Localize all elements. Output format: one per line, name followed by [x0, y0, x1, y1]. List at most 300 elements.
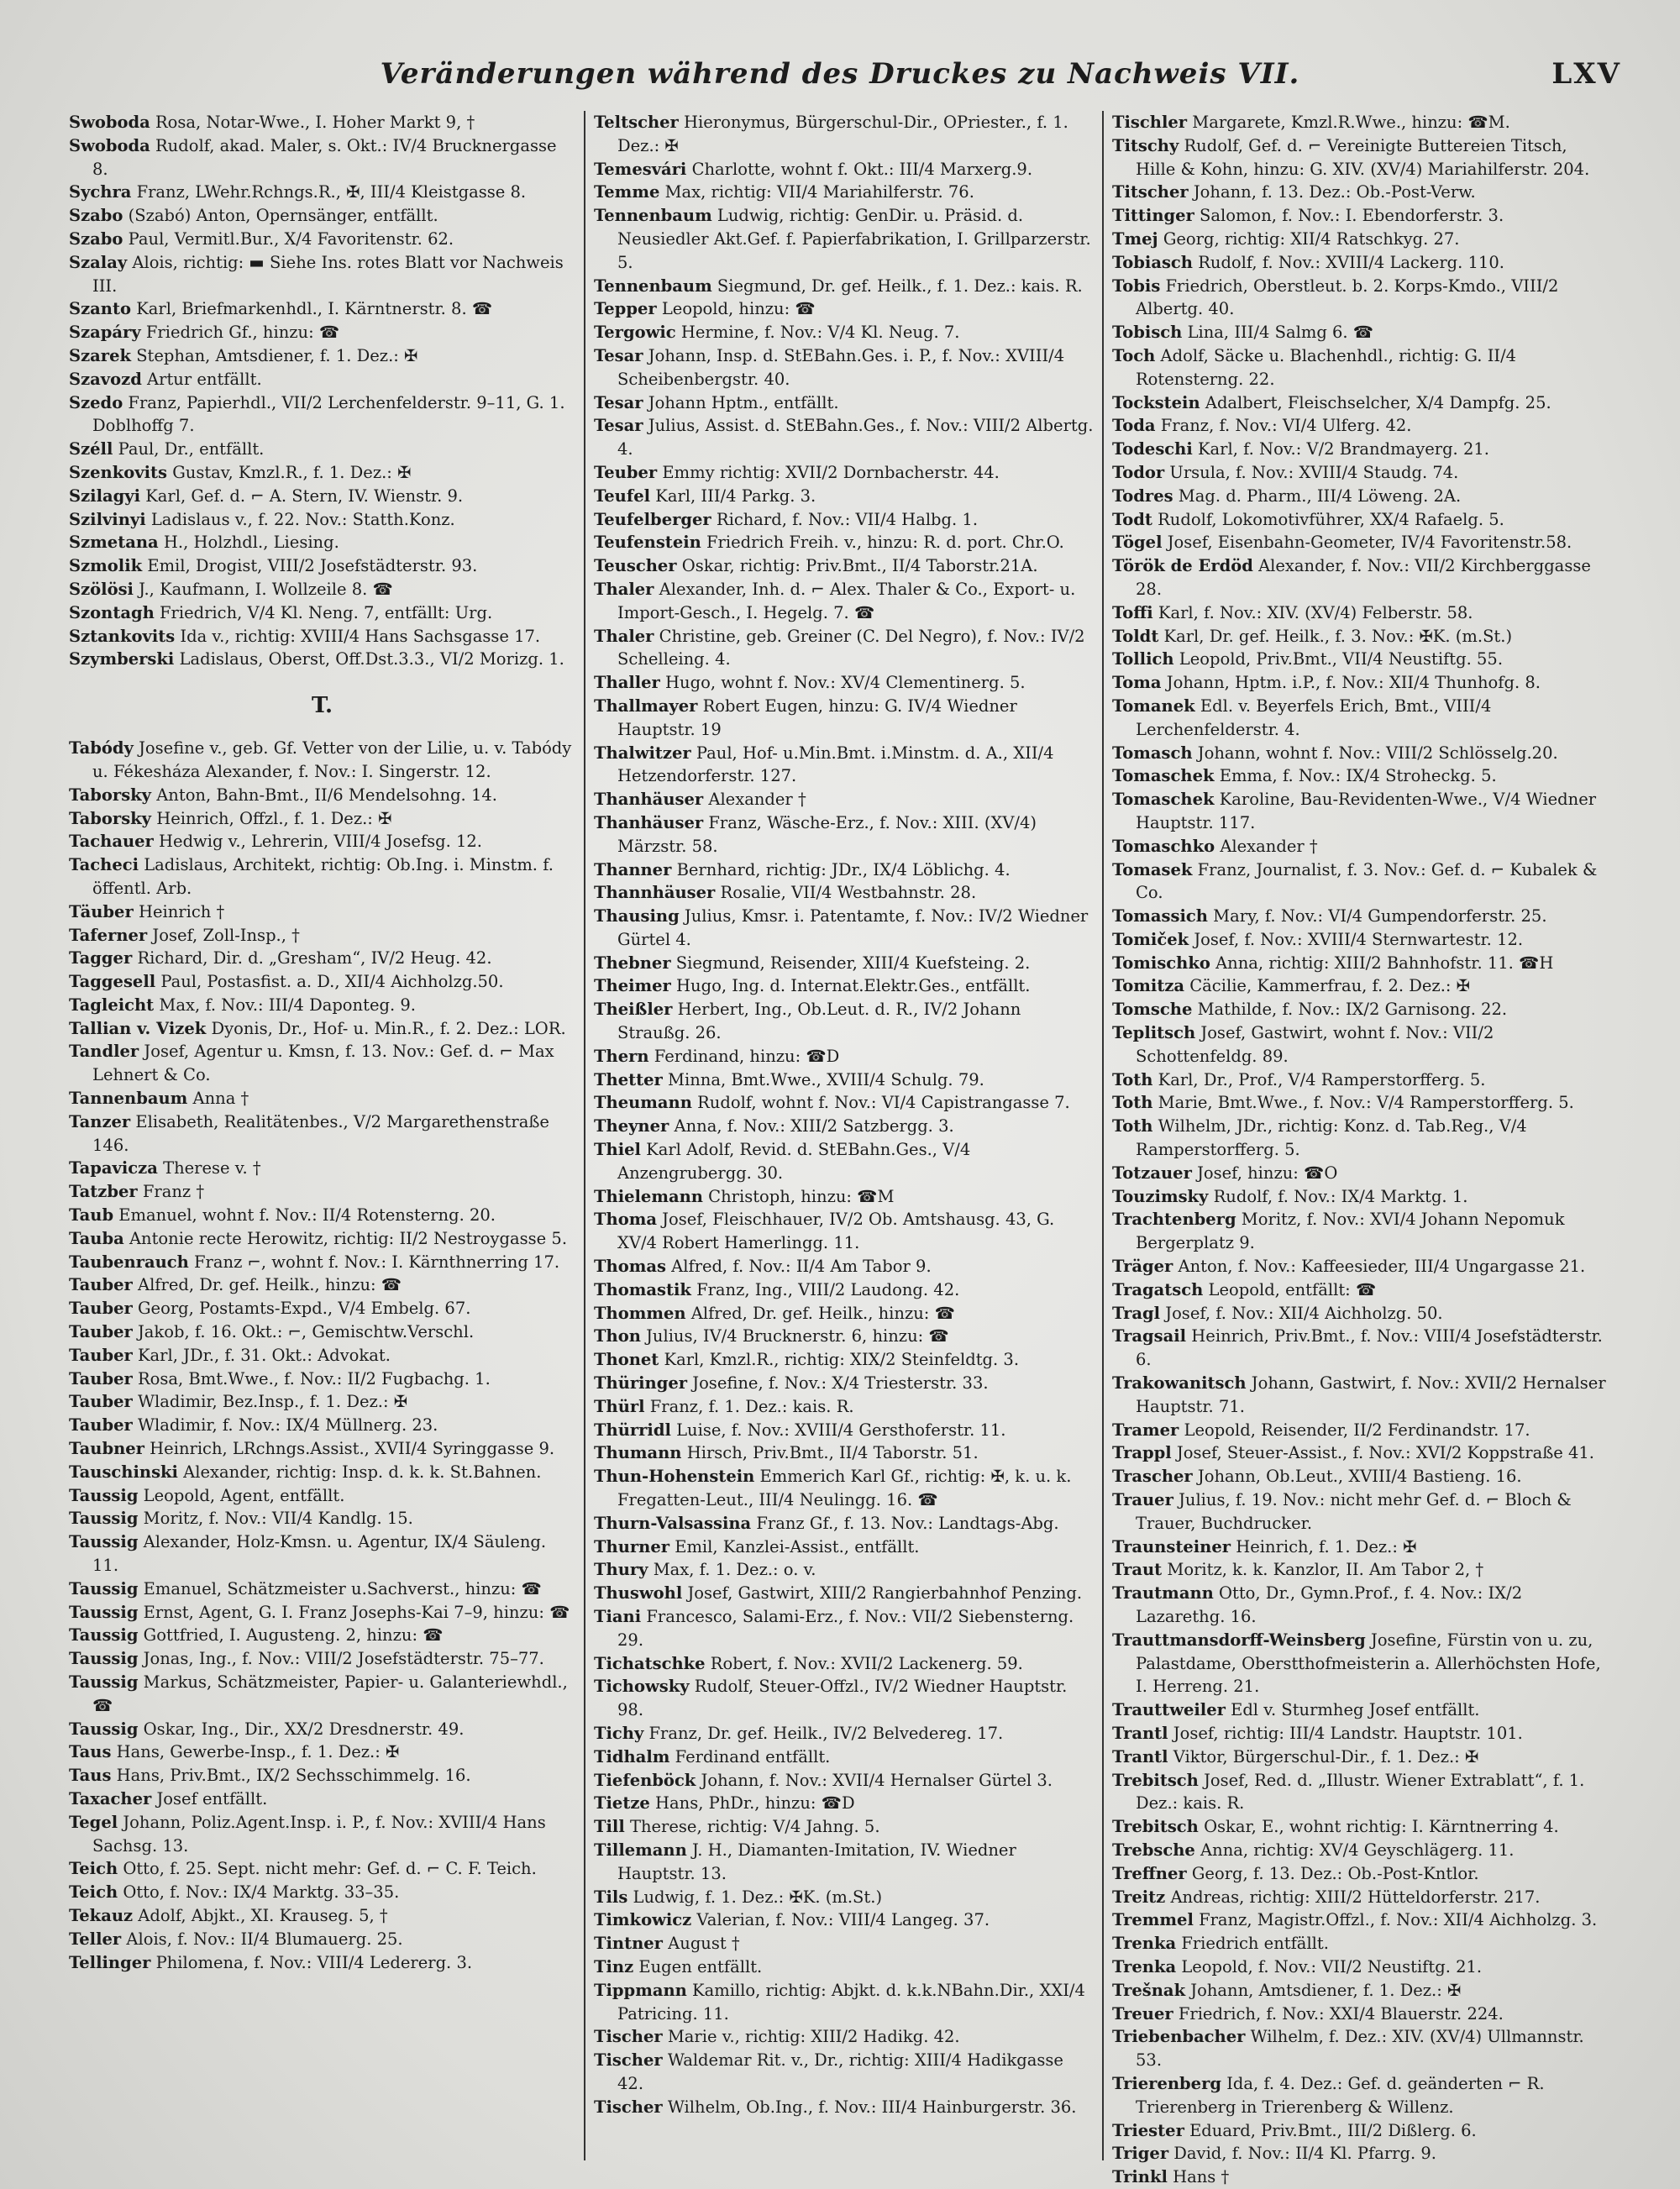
entry-details: Wladimir, f. Nov.: IX/4 Müllnerg. 23.: [137, 1415, 438, 1436]
directory-entry: [1112, 1372, 1612, 1419]
entry-details: Karl, f. Nov.: XIV. (XV/4) Felberstr. 58.: [1158, 602, 1473, 622]
entry-details: Ernst, Agent, G. I. Franz Josephs-Kai 7–9, hinzu: ☎: [143, 1602, 570, 1622]
entry-surname: Thielemann: [594, 1186, 703, 1206]
directory-entry: [69, 204, 575, 228]
entry-details: Leopold, entfällt: ☎: [1208, 1279, 1377, 1299]
entry-surname: Tauber: [69, 1368, 133, 1388]
directory-entry: [594, 1955, 1094, 1979]
directory-entry: [69, 1414, 575, 1437]
entry-details: J., Kaufmann, I. Wollzeile 8. ☎: [139, 579, 393, 599]
entry-details: Franz, Papierhdl., VII/2 Lerchenfelderstr. 9–11, G. 1. Doblhoffg 7.: [92, 392, 565, 436]
entry-surname: Temme: [594, 182, 660, 202]
entry-surname: Tillemann: [594, 1840, 687, 1860]
directory-entry: [69, 368, 575, 391]
entry-details: Charlotte, wohnt f. Okt.: III/4 Marxerg.9.: [691, 159, 1033, 179]
entry-details: Johann, Poliz.Agent.Insp. i. P., f. Nov.: XVIII/4 Hans Sachsg. 13.: [92, 1812, 546, 1856]
directory-entry: [594, 111, 1094, 158]
entry-details: Ida v., richtig: XVIII/4 Hans Sachsgasse 17.: [180, 626, 541, 646]
entry-details: Josef, richtig: III/4 Landstr. Hauptstr. 101.: [1173, 1723, 1523, 1743]
entry-surname: Taussig: [69, 1649, 139, 1669]
entry-surname: Tögel: [1112, 533, 1163, 553]
directory-entry: [1112, 1698, 1612, 1722]
entry-details: Hans, Priv.Bmt., IX/2 Sechsschimmelg. 16.: [116, 1766, 471, 1786]
entry-details: Anton, Bahn-Bmt., II/6 Mendelsohng. 14.: [156, 785, 497, 805]
entry-details: Johann, Amtsdiener, f. 1. Dez.: ✠: [1190, 1980, 1462, 2000]
directory-entry: [69, 1017, 575, 1041]
entry-details: Emmy richtig: XVII/2 Dornbacherstr. 44.: [662, 462, 1000, 482]
directory-entry: [1112, 508, 1612, 532]
entry-surname: Szabo: [69, 228, 123, 249]
entry-surname: Tockstein: [1112, 392, 1200, 412]
directory-entry: [69, 1530, 575, 1577]
directory-entry: [594, 1605, 1094, 1652]
page-title: Veränderungen während des Druckes zu Nachweis VII.: [380, 57, 1300, 91]
entry-surname: Thanhäuser: [594, 790, 704, 810]
directory-entry: [1112, 2142, 1612, 2165]
directory-entry: [594, 204, 1094, 274]
entry-details: Karl, III/4 Parkg. 3.: [655, 486, 816, 506]
directory-entry: [1112, 1419, 1612, 1442]
entry-surname: Tepper: [594, 299, 657, 319]
directory-entry: [594, 1908, 1094, 1932]
entry-details: Siegmund, Reisender, XIII/4 Kuefsteing. 2.: [675, 953, 1031, 973]
entry-surname: Täuber: [69, 901, 134, 921]
entry-details: August †: [668, 1934, 740, 1954]
entry-details: Oskar, Ing., Dir., XX/2 Dresdnerstr. 49.: [143, 1719, 465, 1739]
directory-entry: [1112, 275, 1612, 322]
entry-surname: Trebsche: [1112, 1840, 1195, 1860]
entry-surname: Teufelberger: [594, 509, 711, 529]
entry-surname: Tiefenböck: [594, 1770, 696, 1790]
entry-surname: Taussig: [69, 1625, 139, 1646]
directory-entry: [594, 858, 1094, 882]
entry-surname: Toth: [1112, 1093, 1153, 1113]
entry-details: Wilhelm, f. Dez.: XIV. (XV/4) Ullmannstr. 53.: [1136, 2027, 1584, 2071]
entry-details: Johann, Hptm. i.P., f. Nov.: XII/4 Thunhofg. 8.: [1166, 673, 1541, 693]
entry-details: Hirsch, Priv.Bmt., II/4 Taborstr. 51.: [686, 1443, 979, 1463]
directory-entry: [594, 1675, 1094, 1722]
directory-entry: [69, 111, 575, 134]
directory-entry: [69, 1787, 575, 1811]
directory-entry: [69, 1437, 575, 1461]
entry-surname: Taborsky: [69, 808, 152, 828]
column-middle: [584, 111, 1102, 2160]
entry-details: Georg, richtig: XII/4 Ratschkyg. 27.: [1163, 228, 1460, 249]
entry-details: Ludwig, f. 1. Dez.: ✠K. (m.St.): [633, 1887, 883, 1907]
entry-surname: Taubner: [69, 1439, 144, 1459]
directory-entry: [1112, 1839, 1612, 1862]
entry-details: Rudolf, Gef. d. ⌐ Vereinigte Buttereien Titsch, Hille & Kohn, hinzu: G. XIV. (XV/4) Mariahilferstr. 204.: [1136, 135, 1590, 179]
entry-details: Therese v. †: [163, 1158, 261, 1178]
entry-surname: Tremmel: [1112, 1910, 1194, 1930]
entry-details: Moritz, f. Nov.: XVI/4 Johann Nepomuk Bergerplatz 9.: [1136, 1210, 1565, 1253]
entry-surname: Tesar: [594, 345, 643, 365]
entry-surname: Tacheci: [69, 855, 139, 875]
entry-surname: Thaler: [594, 579, 654, 599]
directory-entry: [69, 344, 575, 368]
entry-surname: Tobiasch: [1112, 252, 1193, 272]
directory-entry: [69, 1204, 575, 1227]
entry-surname: Thannhäuser: [594, 883, 716, 903]
entry-surname: Thalwitzer: [594, 743, 691, 763]
entry-surname: Tallian v. Vizek: [69, 1018, 207, 1038]
directory-entry: [594, 1932, 1094, 1955]
directory-entry: [594, 905, 1094, 952]
entry-details: (Szabó) Anton, Opernsänger, entfällt.: [128, 206, 438, 226]
entry-details: Emanuel, wohnt f. Nov.: II/4 Rotensterng. 20.: [118, 1205, 496, 1226]
entry-surname: Szontagh: [69, 602, 155, 622]
entry-details: Ferdinand entfällt.: [675, 1746, 831, 1766]
entry-surname: Taubenrauch: [69, 1252, 189, 1272]
directory-entry: [594, 1512, 1094, 1535]
directory-entry: [594, 485, 1094, 508]
directory-entry: [69, 531, 575, 554]
directory-entry: [69, 1087, 575, 1110]
entry-details: Johann, f. 13. Dez.: Ob.-Post-Verw.: [1193, 182, 1476, 202]
entry-details: Franz Gf., f. 13. Nov.: Landtags-Abg.: [756, 1513, 1059, 1533]
entry-surname: Tauber: [69, 1392, 133, 1412]
entry-surname: Tragatsch: [1112, 1279, 1204, 1299]
entry-surname: Thaler: [594, 626, 654, 646]
entry-surname: Taussig: [69, 1509, 139, 1529]
directory-entry: [594, 1068, 1094, 1092]
entry-surname: Tandler: [69, 1042, 139, 1062]
directory-entry: [69, 297, 575, 321]
entry-surname: Taborsky: [69, 785, 152, 805]
directory-entry: [1112, 1115, 1612, 1162]
directory-entry: [594, 742, 1094, 789]
entry-details: Johann, f. Nov.: XVII/4 Hernalser Gürtel 3.: [701, 1770, 1053, 1790]
entry-details: Max, f. Nov.: III/4 Daponteg. 9.: [159, 995, 416, 1015]
entry-details: Heinrich, LRchngs.Assist., XVII/4 Syringgasse 9.: [150, 1439, 555, 1459]
entry-surname: Tagger: [69, 948, 133, 969]
directory-entry: [594, 1185, 1094, 1209]
directory-entry: [594, 344, 1094, 391]
directory-entry: [69, 391, 575, 438]
directory-entry: [69, 485, 575, 508]
directory-entry: [69, 251, 575, 298]
directory-entry: [1112, 414, 1612, 438]
directory-entry: [594, 414, 1094, 461]
entry-surname: Tollich: [1112, 649, 1174, 669]
directory-entry: [594, 695, 1094, 742]
entry-surname: Treitz: [1112, 1887, 1166, 1907]
directory-entry: [1112, 1582, 1612, 1629]
entry-details: Heinrich †: [138, 901, 225, 921]
entry-details: Karl, f. Nov.: V/2 Brandmayerg. 21.: [1197, 439, 1489, 459]
directory-entry: [1112, 1979, 1612, 2003]
entry-surname: Tidhalm: [594, 1746, 670, 1766]
entry-details: Josef, Gastwirt, XIII/2 Rangierbahnhof Penzing.: [687, 1583, 1083, 1604]
entry-surname: Touzimsky: [1112, 1186, 1209, 1206]
directory-entry: [69, 578, 575, 601]
entry-details: David, f. Nov.: II/4 Kl. Pfarrg. 9.: [1173, 2144, 1436, 2164]
entry-surname: Totzauer: [1112, 1163, 1192, 1183]
entry-details: Georg, Postamts-Expd., V/4 Embelg. 67.: [137, 1299, 471, 1319]
directory-entry: [1112, 1021, 1612, 1068]
entry-surname: Teufel: [594, 486, 651, 506]
directory-entry: [594, 508, 1094, 532]
directory-entry: [594, 2049, 1094, 2096]
entry-details: Emma, f. Nov.: IX/4 Stroheckg. 5.: [1219, 766, 1497, 786]
entry-surname: Tauber: [69, 1322, 133, 1342]
directory-entry: [1112, 134, 1612, 181]
entry-details: Karl, Gef. d. ⌐ A. Stern, IV. Wienstr. 9.: [145, 486, 464, 506]
entry-details: Adolf, Abjkt., XI. Krauseg. 5, †: [138, 1905, 388, 1925]
directory-entry: [69, 1904, 575, 1928]
directory-entry: [594, 811, 1094, 858]
entry-surname: Tintner: [594, 1934, 663, 1954]
directory-entry: [1112, 391, 1612, 415]
entry-details: Adalbert, Fleischselcher, X/4 Dampfg. 25.: [1205, 392, 1551, 412]
directory-entry: [1112, 1886, 1612, 1909]
entry-details: Hans, PhDr., hinzu: ☎D: [655, 1793, 855, 1814]
entry-surname: Tomitza: [1112, 976, 1185, 996]
entry-surname: Tennenbaum: [594, 206, 712, 226]
directory-entry: [1112, 1441, 1612, 1465]
entry-details: Hans †: [1173, 2167, 1230, 2187]
entry-surname: Toma: [1112, 673, 1162, 693]
entry-surname: Todt: [1112, 509, 1152, 529]
entry-details: Alexander †: [708, 790, 806, 810]
entry-details: Edl. v. Beyerfels Erich, Bmt., VIII/4 Lerchenfelderstr. 4.: [1136, 696, 1492, 739]
directory-entry: [1112, 461, 1612, 485]
entry-surname: Tmej: [1112, 228, 1158, 249]
directory-entry: [69, 1297, 575, 1320]
directory-entry: [594, 2025, 1094, 2049]
directory-entry: [1112, 1558, 1612, 1582]
entry-surname: Tegel: [69, 1812, 118, 1832]
directory-entry: [69, 924, 575, 948]
directory-entry: [1112, 1862, 1612, 1886]
entry-details: Alexander †: [1220, 836, 1318, 856]
entry-details: Johann, Ob.Leut., XVIII/4 Bastieng. 16.: [1197, 1467, 1522, 1487]
entry-surname: Tomaschko: [1112, 836, 1215, 856]
directory-entry: [69, 1951, 575, 1975]
entry-details: Gustav, Kmzl.R., f. 1. Dez.: ✠: [172, 462, 412, 482]
directory-entry: [594, 1839, 1094, 1886]
entry-surname: Triebenbacher: [1112, 2027, 1246, 2047]
directory-entry: [1112, 485, 1612, 508]
directory-entry: [69, 1390, 575, 1414]
entry-details: Kamillo, richtig: Abjkt. d. k.k.NBahn.Dir., XXI/4 Patricing. 11.: [617, 1980, 1085, 2024]
entry-details: Karl, Dr. gef. Heilk., f. 3. Nov.: ✠K. (m.St.): [1163, 626, 1513, 646]
entry-surname: Todor: [1112, 462, 1165, 482]
entry-surname: Traunsteiner: [1112, 1536, 1231, 1556]
entry-surname: Tauba: [69, 1228, 124, 1248]
entry-surname: Trantl: [1112, 1746, 1168, 1766]
entry-details: Richard, Dir. d. „Gresham“, IV/2 Heug. 42.: [137, 948, 492, 969]
entry-surname: Treuer: [1112, 2003, 1173, 2024]
entry-details: Rudolf, Steuer-Offzl., IV/2 Wiedner Hauptstr. 98.: [617, 1677, 1068, 1720]
entry-surname: Theimer: [594, 976, 671, 996]
entry-details: Alexander, Inh. d. ⌐ Alex. Thaler & Co., Export- u. Import-Gesch., I. Hegelg. 7. ☎: [617, 579, 1076, 622]
directory-entry: [594, 974, 1094, 998]
entry-details: Hugo, Ing. d. Internat.Elektr.Ges., entfällt.: [676, 976, 1031, 996]
entry-surname: Thomastik: [594, 1279, 691, 1299]
entry-details: J. H., Diamanten-Imitation, IV. Wiedner Hauptstr. 13.: [617, 1840, 1016, 1883]
entry-details: Friedrich, V/4 Kl. Neng. 7, entfällt: Urg.: [160, 602, 493, 622]
entry-surname: Teller: [69, 1929, 122, 1949]
directory-entry: [1112, 625, 1612, 648]
entry-surname: Taussig: [69, 1578, 139, 1598]
entry-details: Heinrich, Offzl., f. 1. Dez.: ✠: [156, 808, 392, 828]
entry-surname: Trauer: [1112, 1490, 1173, 1510]
entry-surname: Szilagyi: [69, 486, 140, 506]
directory-entry: [1112, 1465, 1612, 1488]
entry-details: Emil, Kanzlei-Assist., entfällt.: [675, 1536, 920, 1556]
entry-surname: Tischer: [594, 2050, 663, 2071]
directory-entry: [1112, 2003, 1612, 2026]
directory-entry: [69, 784, 575, 807]
directory-entry: [594, 1465, 1094, 1512]
directory-entry: [1112, 695, 1612, 742]
entry-surname: Treffner: [1112, 1863, 1187, 1883]
entry-details: Johann Hptm., entfällt.: [648, 392, 839, 412]
directory-entry: [1112, 788, 1612, 835]
entry-details: Anna †: [192, 1089, 249, 1109]
entry-surname: Thebner: [594, 953, 671, 973]
entry-details: Rudolf, akad. Maler, s. Okt.: IV/4 Brucknergasse 8.: [92, 135, 557, 179]
entry-details: Christoph, hinzu: ☎M: [708, 1186, 895, 1206]
entry-details: Leopold, hinzu: ☎: [661, 299, 816, 319]
directory-entry: [69, 1461, 575, 1484]
entry-details: Waldemar Rit. v., Dr., richtig: XIII/4 Hadikgasse 42.: [617, 2050, 1063, 2093]
entry-surname: Trauttweiler: [1112, 1700, 1226, 1720]
entry-details: Julius, f. 19. Nov.: nicht mehr Gef. d. ⌐ Bloch & Trauer, Buchdrucker.: [1136, 1490, 1572, 1533]
directory-entry: [594, 1582, 1094, 1605]
entry-details: Marie, Bmt.Wwe., f. Nov.: V/4 Ramperstorfferg. 5.: [1158, 1093, 1574, 1113]
entry-details: Heinrich, f. 1. Dez.: ✠: [1236, 1536, 1417, 1556]
directory-entry: [69, 1601, 575, 1625]
entry-surname: Tauber: [69, 1299, 133, 1319]
entry-details: Moritz, k. k. Kanzlor, II. Am Tabor 2, †: [1167, 1560, 1484, 1580]
entry-surname: Thausing: [594, 906, 680, 927]
entry-surname: Trenka: [1112, 1934, 1177, 1954]
entry-surname: Széll: [69, 439, 113, 459]
entry-details: Lina, III/4 Salmg 6. ☎: [1187, 323, 1374, 343]
directory-entry: [1112, 1488, 1612, 1535]
entry-details: Robert, f. Nov.: XVII/2 Lackenerg. 59.: [710, 1653, 1023, 1673]
entry-surname: Tiani: [594, 1607, 642, 1626]
entry-details: Artur entfällt.: [147, 369, 262, 389]
entry-details: Gottfried, I. Augusteng. 2, hinzu: ☎: [143, 1625, 444, 1646]
directory-entry: [594, 1348, 1094, 1372]
entry-surname: Triester: [1112, 2120, 1184, 2140]
directory-entry: [1112, 1745, 1612, 1769]
directory-entry: [69, 1857, 575, 1881]
entry-surname: Tachauer: [69, 832, 154, 852]
entry-surname: Török de Erdöd: [1112, 556, 1253, 576]
entry-surname: Teuscher: [594, 556, 677, 576]
entry-details: Hermine, f. Nov.: V/4 Kl. Neug. 7.: [680, 323, 960, 343]
directory-entry: [1112, 1815, 1612, 1839]
entry-details: Josef, hinzu: ☎O: [1197, 1163, 1338, 1183]
entry-surname: Tomaschek: [1112, 790, 1215, 810]
entry-details: Alexander, Holz-Kmsn. u. Agentur, IX/4 Säuleng. 11.: [92, 1532, 547, 1576]
entry-surname: Traut: [1112, 1560, 1163, 1580]
entry-details: Alois, f. Nov.: II/4 Blumauerg. 25.: [126, 1929, 403, 1949]
entry-surname: Tomasch: [1112, 743, 1193, 763]
entry-details: Philomena, f. Nov.: VIII/4 Ledererg. 3.: [155, 1952, 473, 1972]
directory-entry: [69, 970, 575, 994]
entry-surname: Tomiček: [1112, 929, 1189, 949]
entry-surname: Szalay: [69, 252, 128, 272]
entry-details: Julius, Assist. d. StEBahn.Ges., f. Nov.: VIII/2 Albertg. 4.: [617, 416, 1094, 459]
entry-surname: Trauttmansdorff-Weinsberg: [1112, 1630, 1366, 1650]
entry-details: Rosa, Bmt.Wwe., f. Nov.: II/2 Fugbachg. 1.: [137, 1368, 491, 1388]
entry-surname: Todeschi: [1112, 439, 1193, 459]
entry-surname: Tinz: [594, 1956, 634, 1976]
entry-details: Max, richtig: VII/4 Mariahilferstr. 76.: [664, 182, 974, 202]
directory-entry: [594, 881, 1094, 905]
directory-entry: [69, 1040, 575, 1087]
entry-details: Josef, Zoll-Insp., †: [152, 925, 300, 945]
entry-surname: Toda: [1112, 416, 1156, 436]
entry-surname: Theißler: [594, 1000, 673, 1020]
entry-details: Otto, f. Nov.: IX/4 Marktg. 33–35.: [123, 1882, 400, 1903]
entry-details: Stephan, Amtsdiener, f. 1. Dez.: ✠: [136, 345, 418, 365]
directory-entry: [594, 1395, 1094, 1419]
directory-entry: [594, 1886, 1094, 1909]
entry-details: Josef, Agentur u. Kmsn, f. 13. Nov.: Gef. d. ⌐ Max Lehnert & Co.: [92, 1042, 554, 1085]
entry-details: Andreas, richtig: XIII/2 Hütteldorferstr. 217.: [1170, 1887, 1541, 1907]
column-left: [66, 111, 584, 2160]
entry-surname: Tabódy: [69, 738, 134, 759]
directory-entry: [594, 1325, 1094, 1348]
directory-entry: [1112, 181, 1612, 204]
directory-entry: [69, 1671, 575, 1718]
entry-details: Oskar, E., wohnt richtig: I. Kärntnerring 4.: [1204, 1817, 1559, 1837]
entry-details: Anna, richtig: XV/4 Geyschlägerg. 11.: [1200, 1840, 1515, 1860]
directory-entry: [594, 1745, 1094, 1769]
entry-surname: Trantl: [1112, 1723, 1168, 1743]
directory-entry: [1112, 321, 1612, 344]
entry-surname: Taus: [69, 1766, 112, 1786]
entry-details: Adolf, Säcke u. Blachenhdl., richtig: G. II/4 Rotensterng. 22.: [1136, 345, 1517, 389]
directory-entry: [69, 853, 575, 900]
directory-entry: [1112, 2025, 1612, 2072]
entry-details: Jakob, f. 16. Okt.: ⌐, Gemischtw.Verschl.: [137, 1322, 475, 1342]
directory-entry: [1112, 998, 1612, 1021]
entry-details: Leopold, f. Nov.: VII/2 Neustiftg. 21.: [1181, 1956, 1483, 1976]
entry-details: Alexander, f. Nov.: VII/2 Kirchberggasse 28.: [1136, 556, 1591, 599]
entry-details: Franz, Magistr.Offzl., f. Nov.: XII/4 Aichholzg. 3.: [1199, 1910, 1598, 1930]
directory-entry: [1112, 835, 1612, 858]
entry-surname: Tanzer: [69, 1111, 131, 1131]
entry-surname: Tichy: [594, 1723, 644, 1743]
entry-details: Max, f. 1. Dez.: o. v.: [653, 1560, 816, 1580]
entry-details: Hedwig v., Lehrerin, VIII/4 Josefsg. 12.: [159, 832, 482, 852]
entry-surname: Thürridl: [594, 1420, 671, 1440]
entry-surname: Szymberski: [69, 649, 175, 669]
directory-entry: [594, 321, 1094, 344]
entry-details: Markus, Schätzmeister, Papier- u. Galanteriewhdl., ☎: [92, 1672, 568, 1715]
entry-details: Bernhard, richtig: JDr., IX/4 Löblichg. 4.: [676, 859, 1011, 879]
entry-details: Josef, Red. d. „Illustr. Wiener Extrablatt“, f. 1. Dez.: kais. R.: [1136, 1770, 1585, 1814]
directory-entry: [1112, 974, 1612, 998]
entry-surname: Tobisch: [1112, 323, 1183, 343]
entry-surname: Taussig: [69, 1719, 139, 1739]
entry-surname: Teich: [69, 1882, 118, 1903]
entry-surname: Toldt: [1112, 626, 1159, 646]
entry-surname: Tragl: [1112, 1303, 1161, 1323]
directory-entry: [69, 228, 575, 251]
directory-entry: [594, 2096, 1094, 2119]
entry-details: Julius, IV/4 Brucknerstr. 6, hinzu: ☎: [646, 1326, 949, 1346]
directory-entry: [594, 1722, 1094, 1745]
directory-entry: [1112, 204, 1612, 228]
